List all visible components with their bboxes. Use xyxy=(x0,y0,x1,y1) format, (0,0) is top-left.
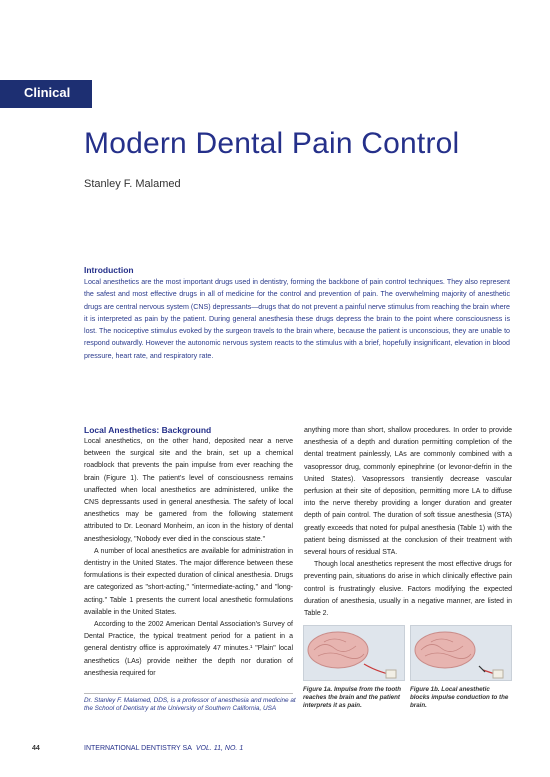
article-title: Modern Dental Pain Control xyxy=(84,127,460,160)
background-heading: Local Anesthetics: Background xyxy=(84,425,212,435)
right-paragraph-1: anything more than short, shallow procedures. In order to provide anesthesia of a depth and duration permitting completion of the dental treatment painlessly, LAs are commonly combined with a vasopressor drug, commonly epinephrine (or levonor-defrin in the United States). Vasopressors transiently decrease vascular perfusion at their site of deposition, permitting more LA to diffuse into the nerve thereby providing a longer duration and greater depth of pain control. The duration of soft tissue anesthesia (STA) greatly exceeds that noted for pulpal anesthesia (Table 1) with the patient being dismissed at the conclusion of their treatment with several hours of residual STA. xyxy=(304,427,512,557)
journal-volume: VOL. 11, NO. 1 xyxy=(195,745,244,752)
author-name: Stanley F. Malamed xyxy=(84,178,181,190)
figure-1b-image xyxy=(410,625,512,681)
figure-1b-caption: Figure 1b. Local anesthetic blocks impulse conduction to the brain. xyxy=(410,686,509,709)
section-label: Clinical xyxy=(24,85,71,100)
footnote-divider xyxy=(84,693,293,694)
section-banner xyxy=(0,80,92,108)
background-paragraph-3: According to the 2002 American Dental Association's Survey of Dental Practice, the typical treatment period for a patient in a general dentistry office is approximately 47 minutes.¹ "Plain" local anesthetics (LAs) provide neither the depth nor duration of anesthesia required for xyxy=(84,621,293,677)
brain-illustration-icon xyxy=(304,626,404,680)
intro-heading: Introduction xyxy=(84,265,134,275)
left-column xyxy=(84,425,293,680)
author-bio: Dr. Stanley F. Malamed, DDS, is a professor of anesthesia and medicine at the School of Dentistry at the University of Southern California, USA xyxy=(84,697,296,713)
intro-paragraph: Local anesthetics are the most important drugs used in dentistry, forming the backbone of pain control techniques. They also represent the safest and most effective drugs in all of medicine for the control and prevention of pain. The overwhelming majority of anesthetic drugs are central nervous system (CNS) depressants—drugs that do not prevent a painful nerve stimulus from reaching the brain where it is interpreted as pain by the patient. During general anesthesia these drugs depress the brain to the point where consciousness is lost. The nociceptive stimulus evoked by the surgeon travels to the brain where, because the patient is unconscious, they are unable to respond outwardly. However the autonomic nervous system reacts to the stimulus with a brief, hopefully insignificant, elevation in blood pressure, heart rate, and respiratory rate. xyxy=(84,278,510,360)
page-number: 44 xyxy=(32,745,40,752)
brain-illustration-icon xyxy=(411,626,511,680)
journal-footer xyxy=(84,745,243,752)
background-paragraph-2: A number of local anesthetics are available for administration in dentistry in the United States. The major difference between these formulations is their expected duration of clinical anesthesia. Drugs are categorized as "short-acting," "intermediate-acting," and "long-acting." Table 1 presents the current local anesthetic formulations available in the United States. xyxy=(84,547,293,616)
journal-name: INTERNATIONAL DENTISTRY SA xyxy=(84,745,192,752)
figure-1a-caption: Figure 1a. Impulse from the tooth reaches the brain and the patient interprets it as pain. xyxy=(303,686,401,709)
right-column xyxy=(304,425,512,620)
background-paragraph-1: Local anesthetics, on the other hand, deposited near a nerve between the surgical site and the brain, set up a chemical roadblock that prevents the pain impulse from ever reaching the brain (Figure 1). The patient's level of consciousness remains unaffected when local anesthetics are administered, unlike the CNS depressants used in general anesthesia. The safety of local anesthetics may be garnered from the following statement attributed to Dr. Leonard Monheim, an icon in the history of dental anesthesiology, "Nobody ever died in the conscious state." xyxy=(84,438,293,543)
right-paragraph-2: Though local anesthetics represent the most effective drugs for preventing pain, situations do arise in which clinically effective pain control is frustratingly elusive. Factors modifying the expected duration of anesthesia, usually in a negative manner, are listed in Table 2. xyxy=(304,561,512,618)
figure-1a-image xyxy=(303,625,405,681)
